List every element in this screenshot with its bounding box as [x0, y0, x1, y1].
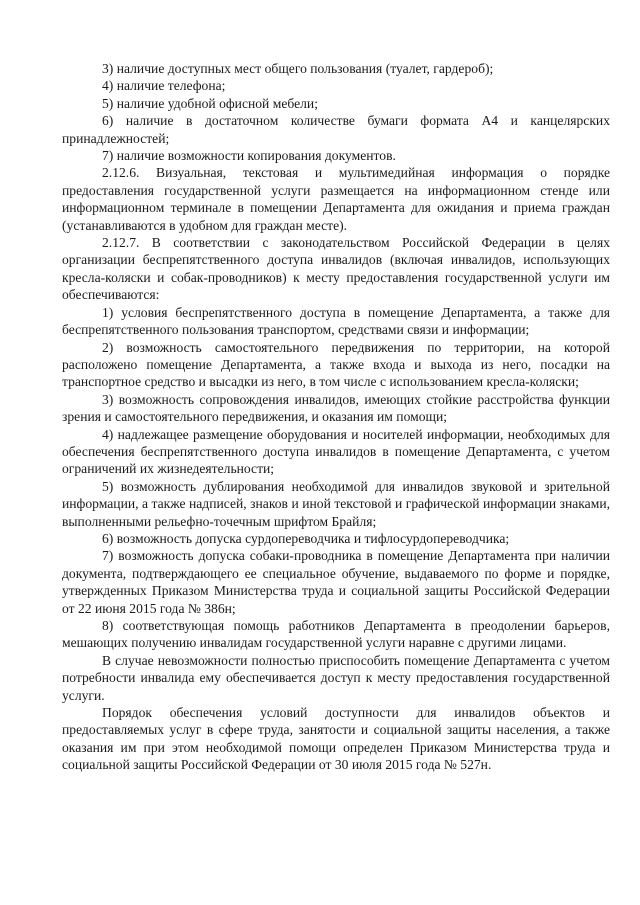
list-item-6-paper: 6) наличие в достаточном количестве бумаги формата А4 и канцелярских принадлежностей;	[62, 113, 610, 146]
section-2-12-6: 2.12.6. Визуальная, текстовая и мультимедийная информация о порядке предоставления государственной услуги размещается на информационном стенде или информационном терминале в помещении Департамента для ожидания и приема граждан (устанавливаются в удобном для граждан месте).	[62, 165, 610, 233]
list-item-4-phone: 4) наличие телефона;	[102, 78, 226, 94]
document-page	[62, 60, 610, 774]
list-item-7-copying: 7) наличие возможности копирования документов.	[102, 148, 396, 164]
access-item-2: 2) возможность самостоятельного передвижения по территории, на которой расположено помещение Департамента, а также входа и выхода из него, посадки на транспортное средство и высадки из него, в том числе с использованием кресла-коляски;	[62, 339, 610, 390]
list-item-5-furniture: 5) наличие удобной офисной мебели;	[102, 95, 318, 111]
paragraph-order-527n: Порядок обеспечения условий доступности для инвалидов объектов и предоставляемых услуг в сфере труда, занятости и социальной защиты населения, а также оказания им при этом необходимой помощи определен Приказом Министерства труда и социальной защиты Российской Федерации от 30 июля 2015 года № 527н.	[62, 705, 610, 773]
access-item-4: 4) надлежащее размещение оборудования и носителей информации, необходимых для обеспечения беспрепятственного доступа инвалидов в помещение Департамента, с учетом ограничений их жизнедеятельности;	[62, 426, 610, 477]
access-item-7: 7) возможность допуска собаки-проводника в помещение Департамента при наличии документа, подтверждающего ее специальное обучение, выдаваемого по форме и порядке, утвержденных Приказом Министерства труда и социальной защиты Российской Федерации от 22 июня 2015 года № 386н;	[62, 548, 610, 616]
paragraph-impossibility: В случае невозможности полностью приспособить помещение Департамента с учетом потребности инвалида ему обеспечивается доступ к месту предоставления государственной услуги.	[62, 652, 610, 703]
list-item-3-toilets: 3) наличие доступных мест общего пользования (туалет, гардероб);	[102, 61, 494, 76]
access-item-8: 8) соответствующая помощь работников Департамента в преодолении барьеров, мешающих получению инвалидам государственной услуги наравне с другими лицами.	[62, 618, 610, 651]
section-2-12-7: 2.12.7. В соответствии с законодательством Российской Федерации в целях организации беспрепятственного доступа инвалидов (включая инвалидов, использующих кресла-коляски и собак-проводников) к месту предоставления государственной услуги им обеспечиваются:	[62, 235, 610, 303]
access-item-1: 1) условия беспрепятственного доступа в помещение Департамента, а также для беспрепятственного пользования транспортом, средствами связи и информации;	[62, 304, 610, 338]
access-item-3: 3) возможность сопровождения инвалидов, имеющих стойкие расстройства функции зрения и самостоятельного передвижения, и оказания им помощи;	[62, 391, 610, 425]
access-item-5: 5) возможность дублирования необходимой для инвалидов звуковой и зрительной информации, а также надписей, знаков и иной текстовой и графической информации знаками, выполненными рельефно-точечным шрифтом Брайля;	[62, 478, 610, 529]
access-item-6: 6) возможность допуска сурдопереводчика и тифлосурдопереводчика;	[102, 530, 510, 546]
